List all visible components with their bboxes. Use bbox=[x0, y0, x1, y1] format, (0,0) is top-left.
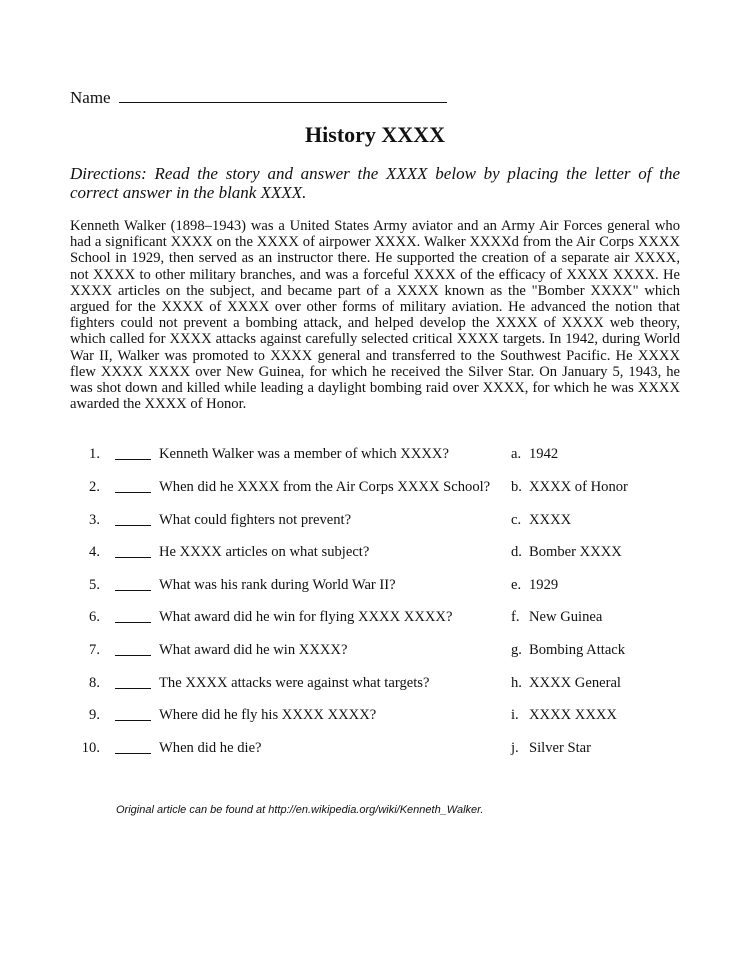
question-text: He XXXX articles on what subject? bbox=[159, 544, 370, 560]
question-number: 3. bbox=[89, 512, 100, 528]
answer-letter: g. bbox=[511, 642, 522, 658]
question-number: 1. bbox=[89, 446, 100, 462]
answer-letter: i. bbox=[511, 707, 519, 723]
directions-text: Directions: Read the story and answer the XXXX below by placing the letter of the correct answer in the blank XXXX. bbox=[70, 164, 680, 202]
question-row bbox=[0, 707, 750, 727]
answer-letter: j. bbox=[511, 740, 519, 756]
answer-blank bbox=[115, 655, 151, 656]
answer-letter: a. bbox=[511, 446, 522, 462]
answer-option: XXXX of Honor bbox=[529, 479, 628, 495]
answer-blank bbox=[115, 459, 151, 460]
answer-blank bbox=[115, 720, 151, 721]
question-number: 9. bbox=[89, 707, 100, 723]
name-label: Name bbox=[70, 88, 111, 107]
answer-letter: e. bbox=[511, 577, 522, 593]
question-row bbox=[0, 577, 750, 597]
answer-option: XXXX XXXX bbox=[529, 707, 617, 723]
answer-option: Silver Star bbox=[529, 740, 592, 756]
answer-option: Bomber XXXX bbox=[529, 544, 622, 560]
answer-option: XXXX General bbox=[529, 675, 621, 691]
question-row bbox=[0, 609, 750, 629]
question-text: What could fighters not prevent? bbox=[159, 512, 352, 528]
question-text: What was his rank during World War II? bbox=[159, 577, 396, 593]
question-text: Kenneth Walker was a member of which XXXX? bbox=[159, 446, 449, 462]
question-text: When did he XXXX from the Air Corps XXXX School? bbox=[159, 479, 491, 495]
answer-letter: h. bbox=[511, 675, 522, 691]
answer-letter: d. bbox=[511, 544, 522, 560]
question-text: The XXXX attacks were against what targets? bbox=[159, 675, 430, 691]
source-footnote: Original article can be found at http://en.wikipedia.org/wiki/Kenneth_Walker. bbox=[116, 804, 484, 816]
answer-blank bbox=[115, 753, 151, 754]
question-text: What award did he win XXXX? bbox=[159, 642, 348, 658]
answer-blank bbox=[115, 622, 151, 623]
answer-option: New Guinea bbox=[529, 609, 603, 625]
answer-letter: b. bbox=[511, 479, 522, 495]
answer-blank bbox=[115, 688, 151, 689]
question-row bbox=[0, 446, 750, 466]
answer-blank bbox=[115, 590, 151, 591]
question-text: What award did he win for flying XXXX XXXX? bbox=[159, 609, 453, 625]
name-field bbox=[70, 88, 447, 108]
page-title: History XXXX bbox=[305, 122, 445, 147]
question-number: 8. bbox=[89, 675, 100, 691]
answer-blank bbox=[115, 557, 151, 558]
answer-blank bbox=[115, 525, 151, 526]
story-paragraph: Kenneth Walker (1898–1943) was a United States Army aviator and an Army Air Forces general who had a significant XXXX on the XXXX of airpower XXXX. Walker XXXXd from the Air Corps XXXX School in 1929, then served as an instructor there. He supported the creation of a separate air XXXX, not XXXX to other military branches, and was a forceful XXXX of the efficacy of XXXX XXXX. He XXXX articles on the subject, and became part of a XXXX known as the "Bomber XXXX" which argued for the XXXX of XXXX over other forms of military aviation. He advanced the notion that fighters could not prevent a bombing attack, and helped develop the XXXX of XXXX web theory, which called for XXXX attacks against carefully selected critical XXXX targets. In 1942, during World War II, Walker was promoted to XXXX general and transferred to the Southwest Pacific. He XXXX flew XXXX XXXX over New Guinea, for which he received the Silver Star. On January 5, 1943, he was shot down and killed while leading a daylight bombing raid over XXXX, for which he was XXXX awarded the XXXX of Honor. bbox=[70, 218, 680, 413]
name-blank bbox=[119, 88, 447, 103]
question-row bbox=[0, 479, 750, 499]
question-row bbox=[0, 642, 750, 662]
answer-blank bbox=[115, 492, 151, 493]
question-text: When did he die? bbox=[159, 740, 262, 756]
answer-option: XXXX bbox=[529, 512, 572, 528]
answer-option: 1942 bbox=[529, 446, 559, 462]
question-number: 6. bbox=[89, 609, 100, 625]
question-row bbox=[0, 740, 750, 760]
answer-option: 1929 bbox=[529, 577, 559, 593]
question-row bbox=[0, 512, 750, 532]
question-row bbox=[0, 544, 750, 564]
question-text: Where did he fly his XXXX XXXX? bbox=[159, 707, 377, 723]
answer-letter: c. bbox=[511, 512, 522, 528]
question-number: 2. bbox=[89, 479, 100, 495]
answer-letter: f. bbox=[511, 609, 520, 625]
question-row bbox=[0, 675, 750, 695]
question-number: 10. bbox=[81, 740, 100, 756]
question-number: 5. bbox=[89, 577, 100, 593]
question-number: 7. bbox=[89, 642, 100, 658]
answer-option: Bombing Attack bbox=[529, 642, 626, 658]
question-number: 4. bbox=[89, 544, 100, 560]
